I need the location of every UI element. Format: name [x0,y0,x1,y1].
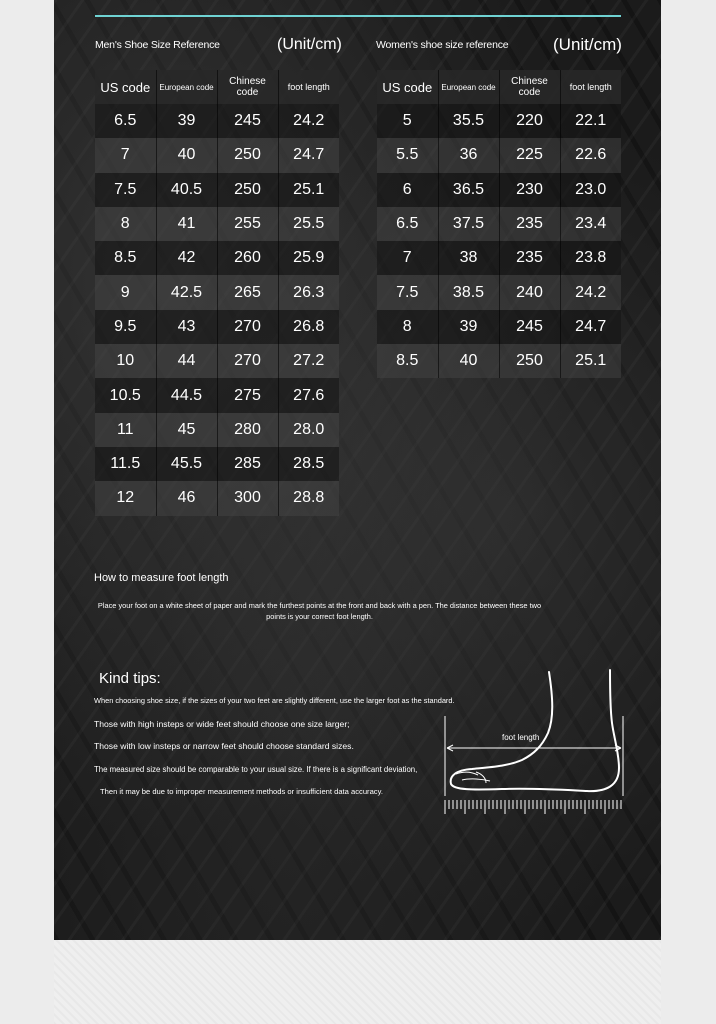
table-cell: 38 [438,241,499,275]
table-row [377,104,621,138]
table-row [95,344,339,378]
table-cell: 280 [217,413,278,447]
men-header-us: US code [95,70,156,104]
table-cell: 35.5 [438,104,499,138]
table-cell: 11.5 [95,447,156,481]
tip-line: Those with high insteps or wide feet should choose one size larger; [94,719,350,729]
table-cell: 40 [438,344,499,378]
men-table-title: Men's Shoe Size Reference [95,39,220,51]
table-cell: 270 [217,310,278,344]
men-header-cn: Chinese code [217,70,278,104]
women-table-unit: (Unit/cm) [553,35,622,54]
size-chart-panel [54,0,661,940]
table-cell: 39 [438,310,499,344]
table-row [95,481,339,515]
table-cell: 10 [95,344,156,378]
tip-line: The measured size should be comparable to your usual size. If there is a significant deviation, [94,765,418,774]
page-background-bottom [54,940,661,1024]
tip-line: Those with low insteps or narrow feet should choose standard sizes. [94,741,354,751]
table-cell: 23.8 [575,249,607,267]
table-row [377,173,621,207]
table-cell: 7.5 [377,275,438,309]
table-row [377,310,621,344]
table-cell: 8.5 [377,344,438,378]
table-cell: 9 [95,275,156,309]
table-cell: 26.3 [293,283,325,301]
table-cell: 46 [156,481,217,515]
women-header-us: US code [377,70,438,104]
table-cell: 250 [499,344,560,378]
table-cell: 8 [95,207,156,241]
table-cell: 42.5 [156,275,217,309]
table-cell: 235 [499,207,560,241]
accent-divider [95,15,621,17]
table-cell: 5.5 [377,138,438,172]
men-header-eu: European code [156,70,217,104]
table-row [95,447,339,481]
table-cell: 240 [499,275,560,309]
table-row [377,207,621,241]
table-cell: 36.5 [438,173,499,207]
table-cell: 250 [217,138,278,172]
table-cell: 260 [217,241,278,275]
table-cell: 45 [156,413,217,447]
table-row [377,344,621,378]
table-cell: 275 [217,378,278,412]
table-cell: 230 [499,173,560,207]
table-cell: 245 [499,310,560,344]
table-cell: 28.8 [293,489,325,507]
measure-title: How to measure foot length [94,572,229,584]
table-cell: 250 [217,173,278,207]
table-cell: 24.7 [293,146,325,164]
table-cell: 5 [377,104,438,138]
women-header-length: foot length [569,82,612,92]
table-cell: 270 [217,344,278,378]
table-cell: 27.2 [293,352,325,370]
table-row [377,275,621,309]
table-cell: 7 [95,138,156,172]
table-cell: 24.2 [293,112,325,130]
table-cell: 43 [156,310,217,344]
table-cell: 38.5 [438,275,499,309]
men-table-unit: (Unit/cm) [277,36,342,53]
tips-title: Kind tips: [99,670,161,687]
table-cell: 25.5 [293,215,325,233]
table-cell: 7.5 [95,173,156,207]
men-size-table [95,70,339,516]
table-row [95,310,339,344]
table-cell: 25.1 [575,352,607,370]
table-cell: 265 [217,275,278,309]
table-cell: 37.5 [438,207,499,241]
table-cell: 39 [156,104,217,138]
table-row [95,173,339,207]
foot-ruler-icon [442,668,627,828]
women-size-table [377,70,621,378]
table-cell: 36 [438,138,499,172]
table-row [377,241,621,275]
table-cell: 6 [377,173,438,207]
table-cell: 40 [156,138,217,172]
table-cell: 25.1 [293,180,325,198]
table-row [95,378,339,412]
table-cell: 6.5 [95,104,156,138]
table-cell: 27.6 [293,386,325,404]
table-cell: 235 [499,241,560,275]
table-row [95,104,339,138]
table-cell: 44 [156,344,217,378]
tip-line: Then it may be due to improper measurement methods or insufficient data accuracy. [100,787,383,796]
women-table-header-row [377,70,621,104]
table-row [95,241,339,275]
table-cell: 285 [217,447,278,481]
table-cell: 225 [499,138,560,172]
women-header-eu: European code [438,70,499,104]
table-cell: 44.5 [156,378,217,412]
table-row [95,138,339,172]
table-cell: 25.9 [293,249,325,267]
women-header-cn: Chinese code [499,70,560,104]
men-table-header-row [95,70,339,104]
table-row [95,207,339,241]
table-row [95,275,339,309]
table-cell: 26.8 [293,317,325,335]
table-cell: 7 [377,241,438,275]
table-cell: 40.5 [156,173,217,207]
table-cell: 28.5 [293,455,325,473]
table-cell: 23.0 [575,180,607,198]
table-cell: 245 [217,104,278,138]
table-cell: 300 [217,481,278,515]
table-cell: 24.7 [575,317,607,335]
table-cell: 28.0 [293,420,325,438]
women-table-title: Women's shoe size reference [376,39,509,51]
measure-description: Place your foot on a white sheet of paper and mark the furthest points at the front and back with a pen. The distance between these two points is your correct foot length. [97,601,542,621]
table-cell: 41 [156,207,217,241]
table-cell: 24.2 [575,283,607,301]
table-cell: 22.1 [575,112,607,130]
table-cell: 10.5 [95,378,156,412]
table-cell: 22.6 [575,146,607,164]
table-row [95,413,339,447]
table-cell: 220 [499,104,560,138]
foot-length-label: foot length [502,733,540,742]
table-cell: 8.5 [95,241,156,275]
table-row [377,138,621,172]
table-cell: 6.5 [377,207,438,241]
table-cell: 255 [217,207,278,241]
table-cell: 11 [95,413,156,447]
table-cell: 42 [156,241,217,275]
table-cell: 45.5 [156,447,217,481]
men-header-length: foot length [287,82,330,92]
table-cell: 9.5 [95,310,156,344]
table-cell: 8 [377,310,438,344]
table-cell: 12 [95,481,156,515]
tip-line: When choosing shoe size, if the sizes of your two feet are slightly different, use the larger foot as the standard. [94,696,455,705]
table-cell: 23.4 [575,215,607,233]
